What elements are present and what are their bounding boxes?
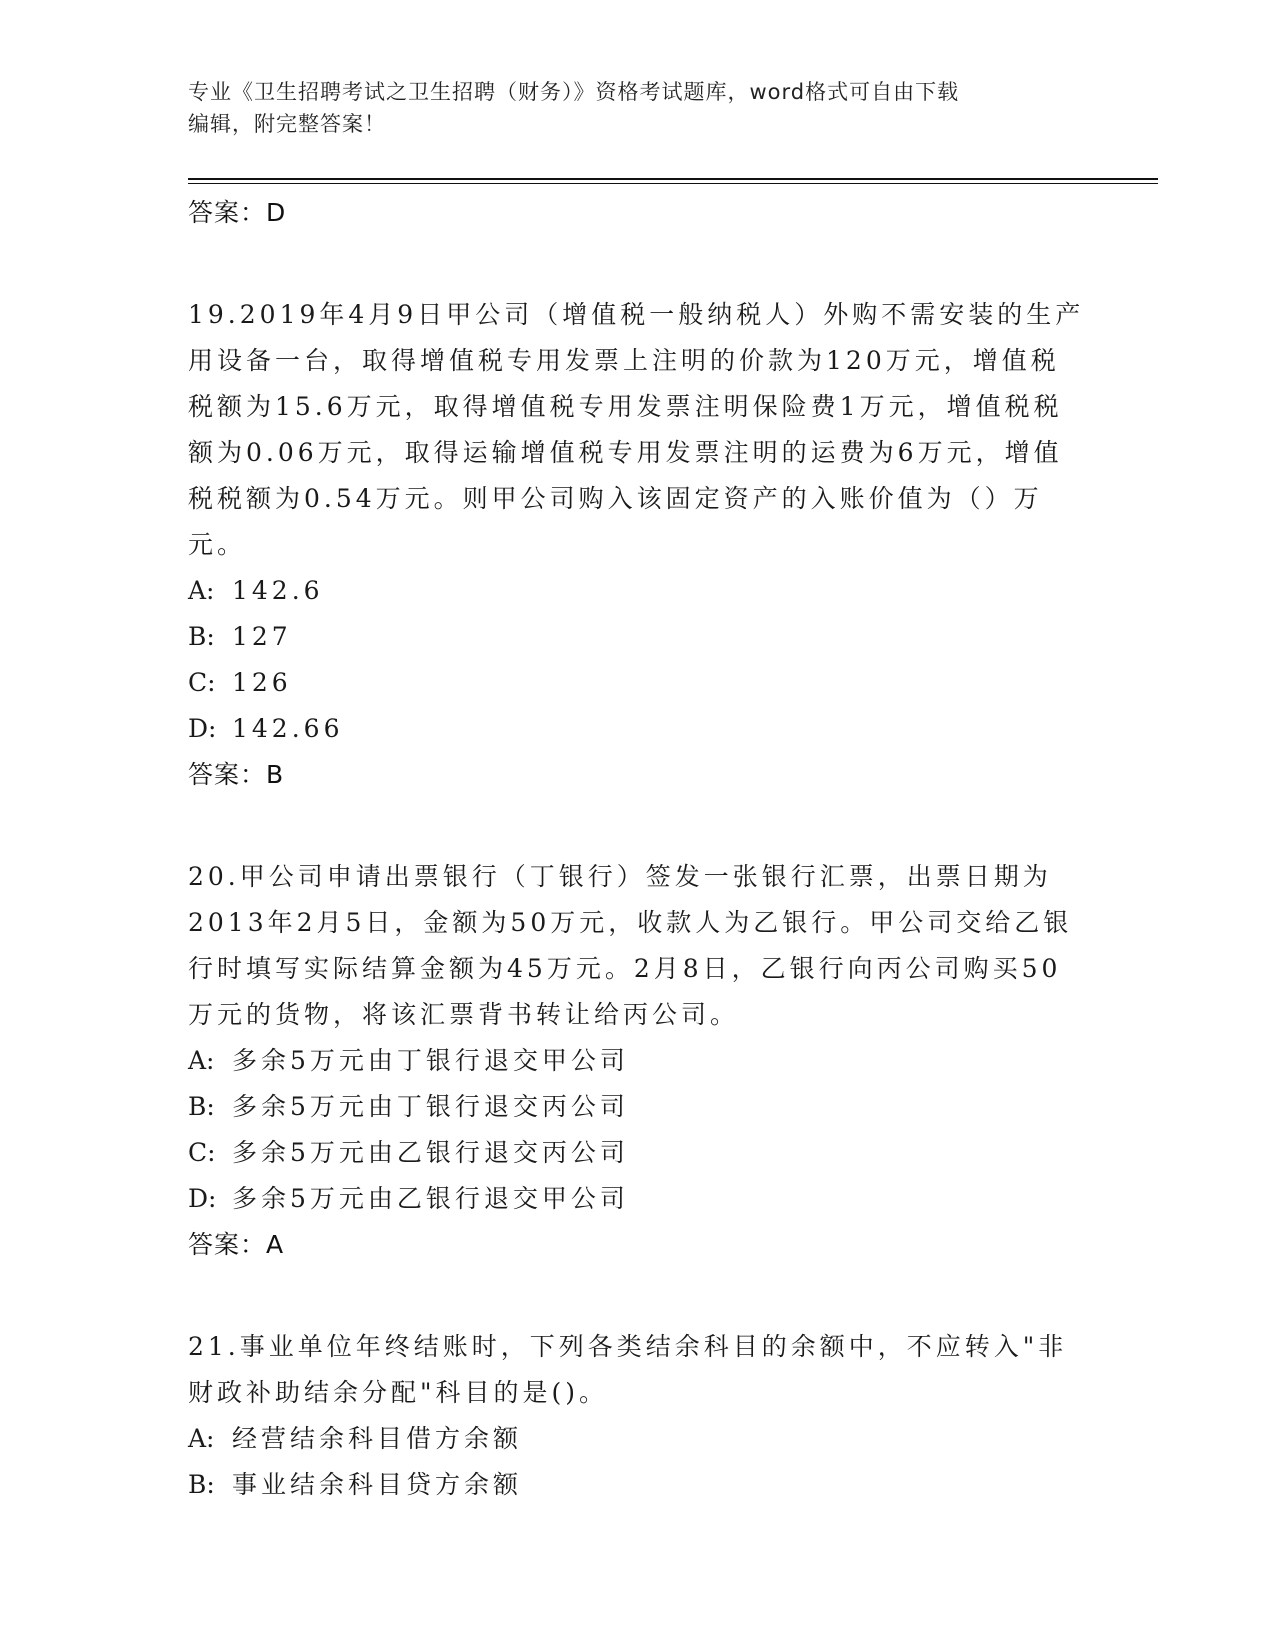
header-line-2: 编辑，附完整答案！ [188,112,386,136]
option-b [188,1084,1088,1130]
header-line-1: 专业《卫生招聘考试之卫生招聘（财务）》资格考试题库，word格式可自由下载 [188,80,960,104]
document-body [188,190,1088,1508]
previous-answer: 答案：D [188,198,287,227]
option-text: 多余5万元由乙银行退交甲公司 [232,1184,629,1213]
option-key: D: [188,1184,217,1213]
question-text: 21.事业单位年终结账时，下列各类结余科目的余额中，不应转入"非财政补助结余分配"科目的是()。 [188,1332,1068,1407]
option-text: 142.6 [232,576,324,605]
option-key: B: [188,622,215,651]
header-rule-thick [188,178,1158,180]
option-text: 142.66 [232,714,344,743]
option-text: 127 [232,622,292,651]
option-text: 事业结余科目贷方余额 [232,1470,523,1499]
answer-label: 答案：A [188,1230,285,1259]
question-block-21 [188,1324,1088,1508]
option-a [188,1038,1088,1084]
option-text: 多余5万元由丁银行退交丙公司 [232,1092,629,1121]
option-b [188,614,1088,660]
option-text: 多余5万元由乙银行退交丙公司 [232,1138,629,1167]
option-text: 多余5万元由丁银行退交甲公司 [232,1046,629,1075]
option-text: 126 [232,668,292,697]
option-b [188,1462,1088,1508]
option-a [188,1416,1088,1462]
option-c [188,660,1088,706]
option-key: D: [188,714,217,743]
question-text: 20.甲公司申请出票银行（丁银行）签发一张银行汇票，出票日期为2013年2月5日，金额为50万元，收款人为乙银行。甲公司交给乙银行时填写实际结算金额为45万元。2月8日，乙银行向丙公司购买50万元的货物，将该汇票背书转让给丙公司。 [188,862,1073,1029]
option-key: A: [188,576,215,605]
option-text: 经营结余科目借方余额 [232,1424,523,1453]
option-key: B: [188,1092,215,1121]
option-key: B: [188,1470,215,1499]
question-text: 19.2019年4月9日甲公司（增值税一般纳税人）外购不需安装的生产用设备一台，取得增值税专用发票上注明的价款为120万元，增值税税额为15.6万元，取得增值税专用发票注明保险费1万元，增值税税额为0.06万元，取得运输增值税专用发票注明的运费为6万元，增值税税额为0.54万元。则甲公司购入该固定资产的入账价值为（）万元。 [188,300,1085,559]
option-a [188,568,1088,614]
option-key: A: [188,1424,215,1453]
option-c [188,1130,1088,1176]
question-block-20 [188,854,1088,1268]
header-rule-thin [188,183,1158,184]
document-header [188,76,1068,140]
option-key: C: [188,1138,216,1167]
question-block-19 [188,292,1088,798]
option-d [188,1176,1088,1222]
option-key: C: [188,668,216,697]
option-key: A: [188,1046,215,1075]
option-d [188,706,1088,752]
answer-label: 答案：B [188,760,285,789]
